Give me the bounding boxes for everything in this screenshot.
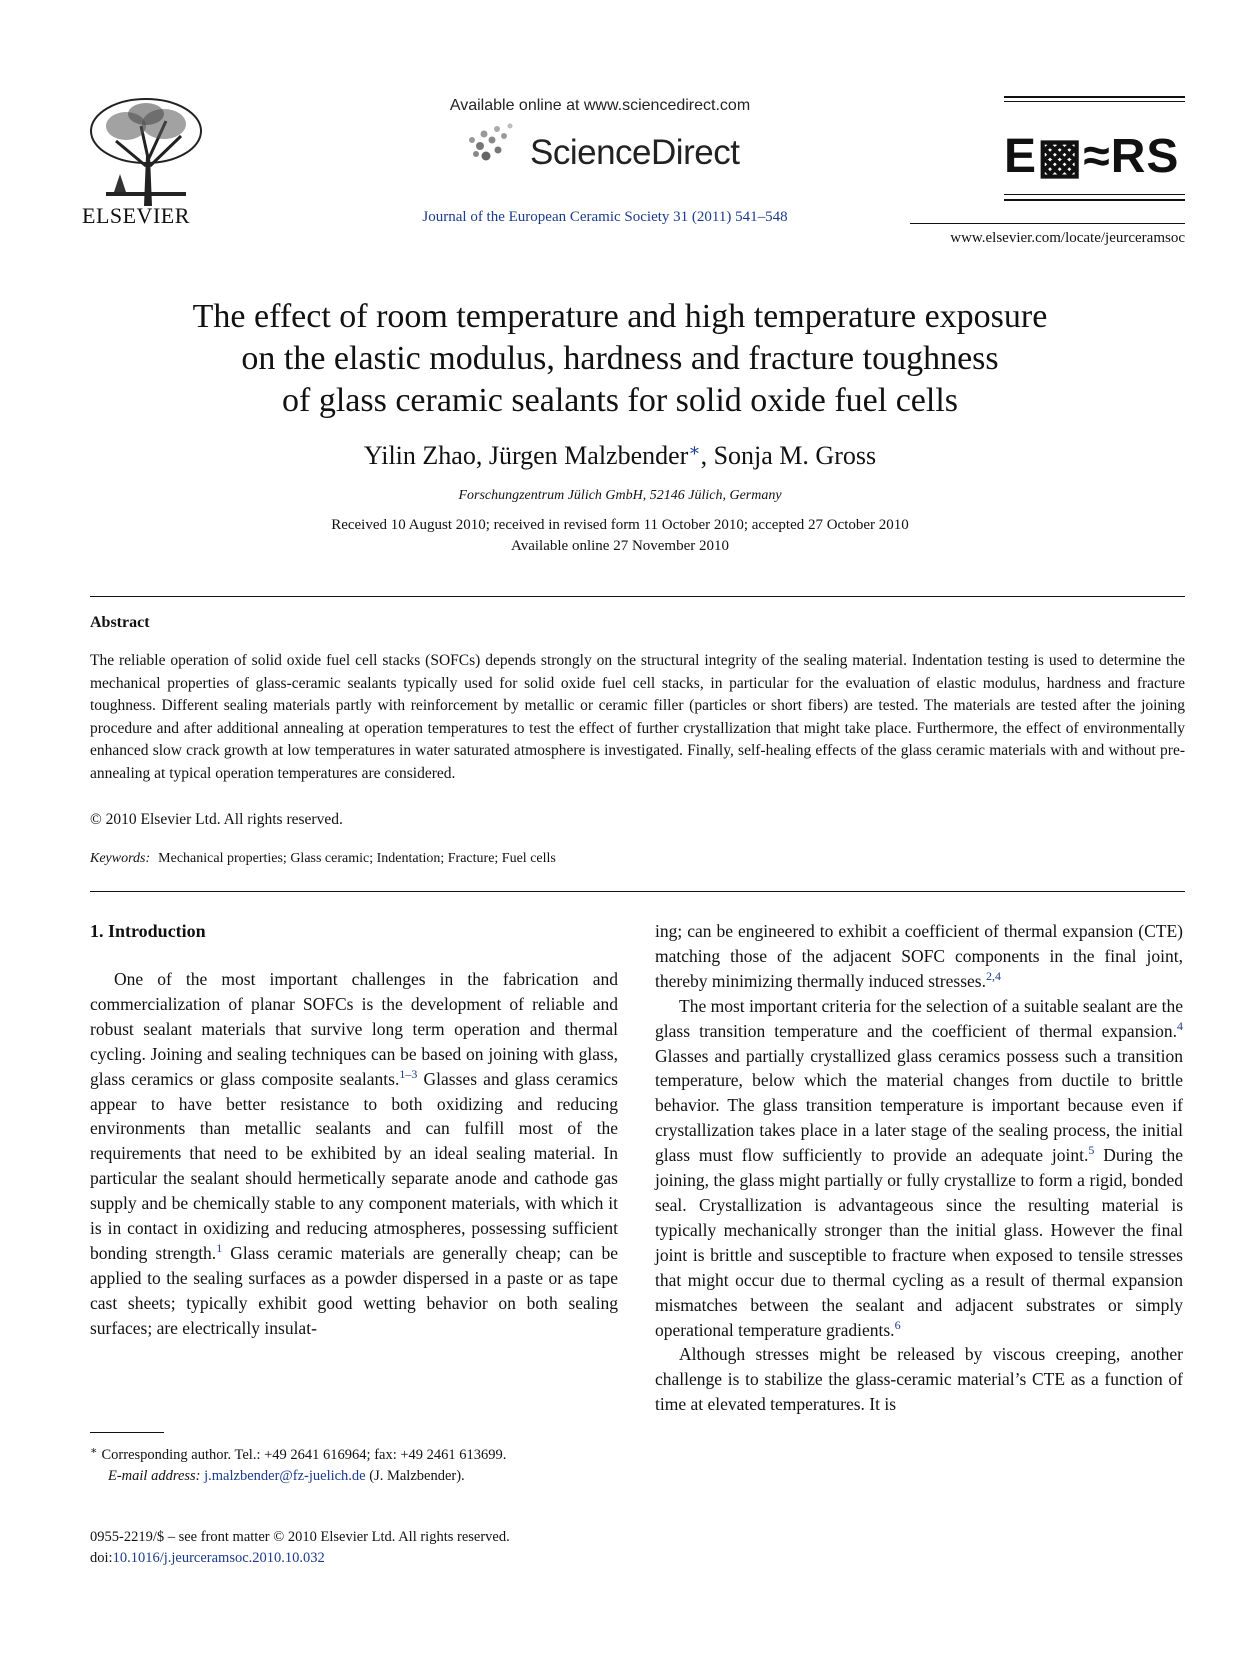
- publisher-name: ELSEVIER: [82, 203, 190, 228]
- citation-link[interactable]: 6: [894, 1317, 901, 1332]
- title-line: of glass ceramic sealants for solid oxide fuel cells: [282, 382, 958, 419]
- abstract-text: The reliable operation of solid oxide fuel cell stacks (SOFCs) depends strongly on the structural integrity of the sealing material. Indentation testing is used to determine the mechanical properties of glass-ceramic sealants typically used for solid oxide fuel cell stacks, in particular for the evaluation of elastic modulus, hardness and fracture toughness. Different sealing materials partly with reinforcement by metallic or ceramic filler (particles or short fibers) are tested. The materials are tested after the joining procedure and after additional annealing at operation temperatures to test the effect of further crystallization that might take place. Furthermore, the effect of environmentally enhanced slow crack growth at low temperatures in water saturated atmosphere is investigated. Finally, self-healing effects of the glass ceramic materials with and without pre-annealing at typical operation temperatures are considered.: [90, 652, 1185, 782]
- footnote-mark: ∗: [90, 1445, 98, 1457]
- abstract-heading: Abstract: [90, 614, 150, 631]
- authors-text: , Sonja M. Gross: [700, 441, 877, 470]
- citation-link[interactable]: 4: [1177, 1018, 1183, 1033]
- keywords: [90, 851, 556, 867]
- citation-link[interactable]: 2,4: [985, 968, 1001, 983]
- paragraph-text: Glasses and partially crystallized glass ceramics possess such a transition temperature, below which the material changes from ductile to brittle behavior. The glass transition temperature is important because even if crystallization takes place in a later stage of the sealing process, the initial glass must flow sufficiently to provide an adequate joint.: [655, 1045, 1183, 1166]
- paragraph-text: One of the most important challenges in the fabrication and commercialization of planar SOFCs is the development of reliable and robust sealant materials that survive long term operation and thermal cycling. Joining and sealing techniques can be based on joining with glass, glass ceramics or glass composite sealants.: [90, 969, 618, 1089]
- journal-logo-rule: [1004, 96, 1185, 98]
- abstract-copyright: © 2010 Elsevier Ltd. All rights reserved.: [90, 811, 343, 828]
- available-online-date: Available online 27 November 2010: [511, 538, 729, 554]
- sciencedirect-logo-text: ScienceDirect: [530, 133, 740, 172]
- email-owner: (J. Malzbender).: [365, 1468, 465, 1484]
- authors-text: Yilin Zhao, Jürgen Malzbender: [363, 441, 689, 470]
- journal-logo-ecers: E▩≈RS: [1004, 130, 1180, 183]
- paragraph-text: During the joining, the glass might partially or fully crystallize to form a rigid, bonded seal. Crystallization is advantageous since the resulting material is typically mechanically stronger than the initial glass. However the final joint is brittle and susceptible to fracture when exposed to tensile stresses that might occur due to thermal cycling as a result of thermal expansion mismatches between the sealant and adjacent substrates or simply operational temperature gradients.: [655, 1145, 1183, 1340]
- paragraph-text: Glasses and glass ceramics appear to have better resistance to both oxidizing and reducing environments than metallic sealants and can fulfill most of the requirements that need to be exhibited by an ideal sealing material. In particular the sealant should hermetically separate anode and cathode gas supply and be chemically stable to any component materials, with which it is in contact in oxidizing and reducing atmospheres, possessing sufficient bonding strength.: [90, 1068, 618, 1263]
- email-link[interactable]: j.malzbender@fz-juelich.de: [204, 1468, 366, 1484]
- title-line: on the elastic modulus, hardness and fracture toughness: [241, 340, 999, 377]
- abstract-top-rule: [90, 596, 1185, 597]
- right-column: [655, 919, 1183, 1417]
- corresponding-author-mark[interactable]: ∗: [688, 440, 701, 460]
- citation-link[interactable]: 5: [1088, 1143, 1095, 1158]
- journal-logo-rule: [1004, 194, 1185, 195]
- received-dates: Received 10 August 2010; received in revised form 11 October 2010; accepted 27 October 2010: [331, 517, 909, 533]
- paragraph: [90, 967, 618, 1341]
- keywords-label: Keywords:: [90, 851, 151, 866]
- citation-link[interactable]: 1: [216, 1240, 223, 1255]
- journal-reference-link[interactable]: Journal of the European Ceramic Society 31 (2011) 541–548: [422, 209, 788, 225]
- paragraph-text: Glass ceramic materials are generally cheap; can be applied to the sealing surfaces as a powder dispersed in a paste or as tape cast sheets; typically exhibit good wetting behavior on both sealing surfaces; are electrically insulat-: [90, 1242, 618, 1338]
- doi-link[interactable]: 10.1016/j.jeurceramsoc.2010.10.032: [112, 1550, 325, 1566]
- journal-logo-rule: [1004, 199, 1185, 201]
- paragraph: [655, 994, 1183, 1343]
- email-label: E-mail address:: [108, 1468, 201, 1484]
- paragraph-text: The most important criteria for the selection of a suitable sealant are the glass transition temperature and the coefficient of thermal expansion.: [655, 995, 1183, 1041]
- available-online-text: Available online at www.sciencedirect.com: [449, 97, 751, 114]
- citation-link[interactable]: 1–3: [399, 1066, 418, 1081]
- header-divider: [910, 223, 1185, 224]
- keywords-list: Mechanical properties; Glass ceramic; Indentation; Fracture; Fuel cells: [158, 851, 556, 866]
- footnote-text: Corresponding author. Tel.: +49 2641 616964; fax: +49 2461 613699.: [101, 1447, 507, 1463]
- left-column: [90, 967, 618, 1341]
- section-heading: 1. Introduction: [90, 921, 206, 941]
- paragraph: [655, 919, 1183, 994]
- affiliation: Forschungzentrum Jülich GmbH, 52146 Jülich, Germany: [458, 488, 782, 503]
- front-matter-text: 0955-2219/$ – see front matter © 2010 Elsevier Ltd. All rights reserved.: [90, 1529, 510, 1545]
- article-dates: [100, 515, 1140, 557]
- front-matter: [90, 1527, 650, 1569]
- abstract-bottom-rule: [90, 891, 1185, 892]
- paragraph-text: Although stresses might be released by viscous creeping, another challenge is to stabilize the glass-ceramic material’s CTE as a function of time at elevated temperatures. It is: [655, 1344, 1183, 1415]
- title-line: The effect of room temperature and high temperature exposure: [192, 298, 1048, 335]
- paper-title: [100, 296, 1140, 422]
- doi-label: doi:: [90, 1550, 113, 1566]
- journal-logo-rule: [1004, 101, 1185, 102]
- journal-url: www.elsevier.com/locate/jeurceramsoc: [950, 230, 1185, 246]
- paragraph: [655, 1342, 1183, 1417]
- corresponding-author-footnote: [90, 1441, 630, 1487]
- author-list: [100, 440, 1140, 471]
- footnote-rule: [90, 1432, 164, 1433]
- paragraph-text: ing; can be engineered to exhibit a coefficient of thermal expansion (CTE) matching those of the adjacent SOFC components in the final joint, thereby minimizing thermally induced stresses.: [655, 921, 1183, 991]
